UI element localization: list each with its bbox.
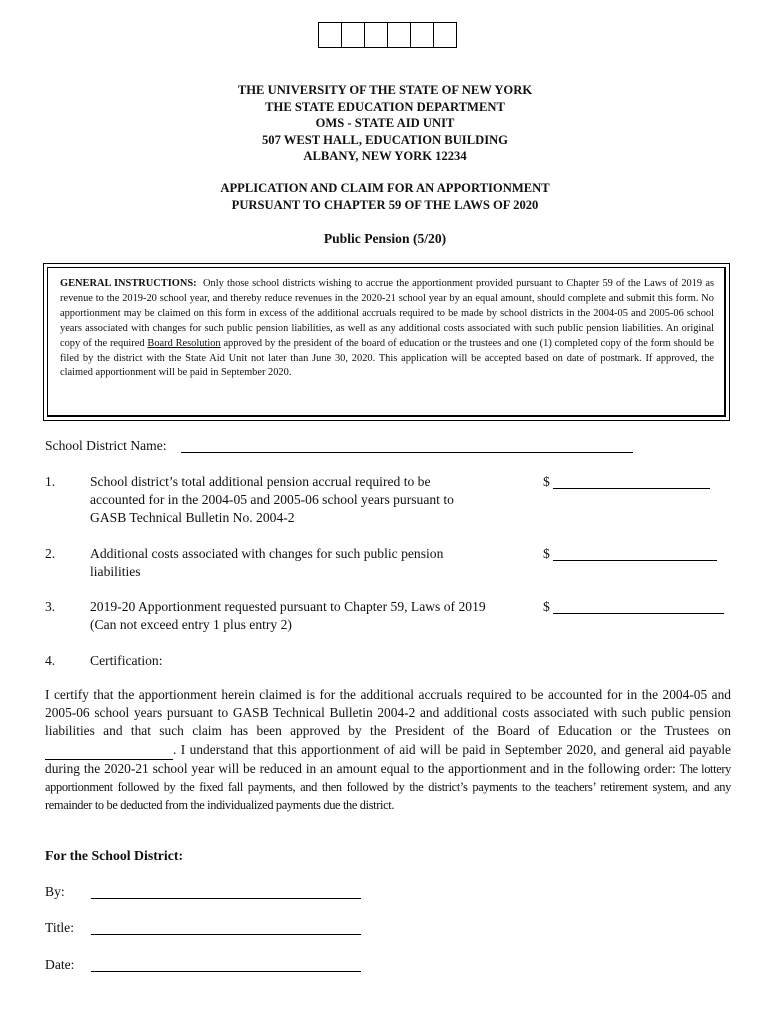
item-number: 3.: [45, 599, 56, 614]
title-field[interactable]: [91, 934, 361, 935]
header-line: THE STATE EDUCATION DEPARTMENT: [265, 99, 505, 114]
item-2-amount-field[interactable]: [553, 560, 717, 561]
code-box[interactable]: [410, 22, 434, 48]
code-box[interactable]: [318, 22, 342, 48]
header-line: OMS - STATE AID UNIT: [315, 116, 455, 131]
header-line: 507 WEST HALL, EDUCATION BUILDING: [262, 132, 508, 147]
code-box[interactable]: [341, 22, 365, 48]
agency-header: [0, 82, 770, 165]
item-3-amount-field[interactable]: [553, 613, 724, 614]
instructions-box: [43, 263, 730, 421]
instructions-heading: GENERAL INSTRUCTIONS:: [60, 278, 197, 289]
certification-text: I certify that the apportionment herein claimed is for the additional accruals required to be accounted for in the 2004-05 and 2005-06 school years pursuant to GASB Technical Bulletin 2004-2 and additional costs associated with such public pension liabilities and that such claim has been approved by the President of the Board of Education or the Trustees on . I understand that this apportionment of aid will be paid in September 2020, and general aid payable during the 2020-21 school year will be reduced in an amount equal to the apportionment and in the following order: The lottery apportionment followed by the fixed fall payments, and then followed by the district’s payments to the teachers’ retirement system, and any remainder to be deducted from the individualized payments due the district.: [45, 687, 731, 813]
by-field[interactable]: [91, 898, 361, 899]
form-subtitle: Public Pension (5/20): [323, 231, 447, 246]
instructions-body: approved by the president of the board of education or the trustees and one (1) completed copy of the form should be filed by the district with the State Aid Unit not later than June 30, 2020. This application will be accepted based on date of postmark. If approved, the claimed apportionment will be paid in September 2020.: [60, 337, 714, 379]
item-description: School district’s total additional pension accrual required to be accounted for in the 2004-05 and 2005-06 school years pursuant to GASB Technical Bulletin No. 2004-2: [90, 474, 454, 525]
header-line: THE UNIVERSITY OF THE STATE OF NEW YORK: [237, 83, 533, 97]
date-field[interactable]: [91, 971, 361, 972]
form-title: [0, 180, 770, 213]
district-name-field[interactable]: [181, 452, 633, 453]
item-description: Additional costs associated with changes for such public pension liabilities: [90, 546, 444, 579]
currency-symbol: $: [543, 599, 550, 614]
code-box[interactable]: [387, 22, 411, 48]
currency-symbol: $: [543, 546, 550, 561]
board-resolution-link[interactable]: Board Resolution: [147, 337, 221, 349]
date-label: Date:: [45, 957, 75, 972]
item-number: 2.: [45, 546, 56, 561]
code-entry-boxes: [319, 22, 457, 48]
item-number: 1.: [45, 474, 56, 489]
code-box[interactable]: [364, 22, 388, 48]
approval-date-field[interactable]: [45, 741, 173, 760]
currency-symbol: $: [543, 474, 550, 489]
form-title-line: PURSUANT TO CHAPTER 59 OF THE LAWS OF 2020: [231, 197, 539, 212]
item-description: 2019-20 Apportionment requested pursuant to Chapter 59, Laws of 2019 (Can not exceed entry 1 plus entry 2): [90, 599, 486, 632]
header-line: ALBANY, NEW YORK 12234: [303, 149, 467, 164]
district-name-label: School District Name:: [45, 438, 167, 453]
item-1-amount-field[interactable]: [553, 488, 710, 489]
form-title-line: APPLICATION AND CLAIM FOR AN APPORTIONMENT: [220, 181, 550, 195]
item-number: 4.: [45, 653, 56, 668]
code-box[interactable]: [433, 22, 457, 48]
instructions-text: [60, 277, 714, 381]
title-label: Title:: [45, 920, 74, 935]
instructions-body: Only those school districts wishing to accrue the apportionment provided pursuant to Chapter 59 of the Laws of 2019 as revenue to the 2019-20 school year, and thereby reduce revenues in the 2020-21 school year by an equal amount, should complete and submit this form. No apportionment may be claimed on this form in excess of the additional accruals required to be made by school districts in the 2004-05 and 2005-06 school years associated with changes for such public pension liabilities, as well as any additional costs associated with such public pension liabilities. An original copy of the required: [60, 278, 714, 349]
certification-label: Certification:: [90, 653, 163, 668]
signature-heading: For the School District:: [45, 848, 184, 863]
by-label: By:: [45, 884, 65, 899]
district-name-row: [45, 437, 167, 455]
